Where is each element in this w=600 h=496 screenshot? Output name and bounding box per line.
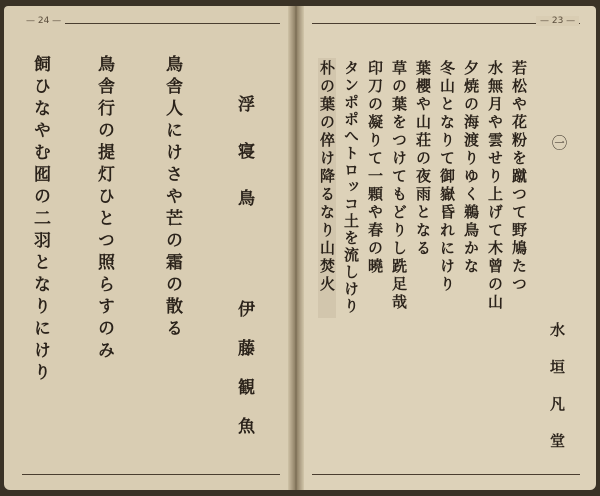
right-poem: 印刀の凝りて一顆や春の曉 xyxy=(366,60,384,276)
left-page-number: — 24 — xyxy=(22,16,65,26)
right-poem: 葉櫻や山荘の夜雨となる xyxy=(414,60,432,258)
right-footer-rule xyxy=(312,474,580,475)
book-gutter xyxy=(288,6,304,490)
right-poem: 冬山となりて御嶽昏れにけり xyxy=(438,60,456,294)
left-poem: 鳥舎人にけさや芒の霜の散る xyxy=(162,55,182,341)
right-poem: 若松や花粉を蹴つて野鳩たつ xyxy=(510,60,528,294)
right-poem: 水無月や雲せり上げて木曾の山 xyxy=(486,60,504,312)
right-poem: タンポポへトロッコ土を流しけり xyxy=(342,60,360,315)
left-poem: 飼ひなやむ囮の二羽となりにけり xyxy=(30,55,50,385)
right-poem: 朴の葉の倅け降るなり山焚火 xyxy=(318,60,336,294)
right-poem: 草の葉をつけてもどりし跣足哉 xyxy=(390,60,408,312)
right-section-mark: ㊀ xyxy=(550,135,568,152)
right-poem: 夕焼の海渡りゆく鵜鳥かな xyxy=(462,60,480,276)
left-footer-rule xyxy=(22,474,280,475)
left-title: 浮寝鳥 xyxy=(234,95,254,236)
right-page-number: — 23 — xyxy=(536,16,579,26)
right-author: 水垣凡堂 xyxy=(548,322,566,470)
left-poem: 鳥舎行の提灯ひとつ照らすのみ xyxy=(94,55,114,363)
left-author: 伊藤観魚 xyxy=(234,300,254,456)
